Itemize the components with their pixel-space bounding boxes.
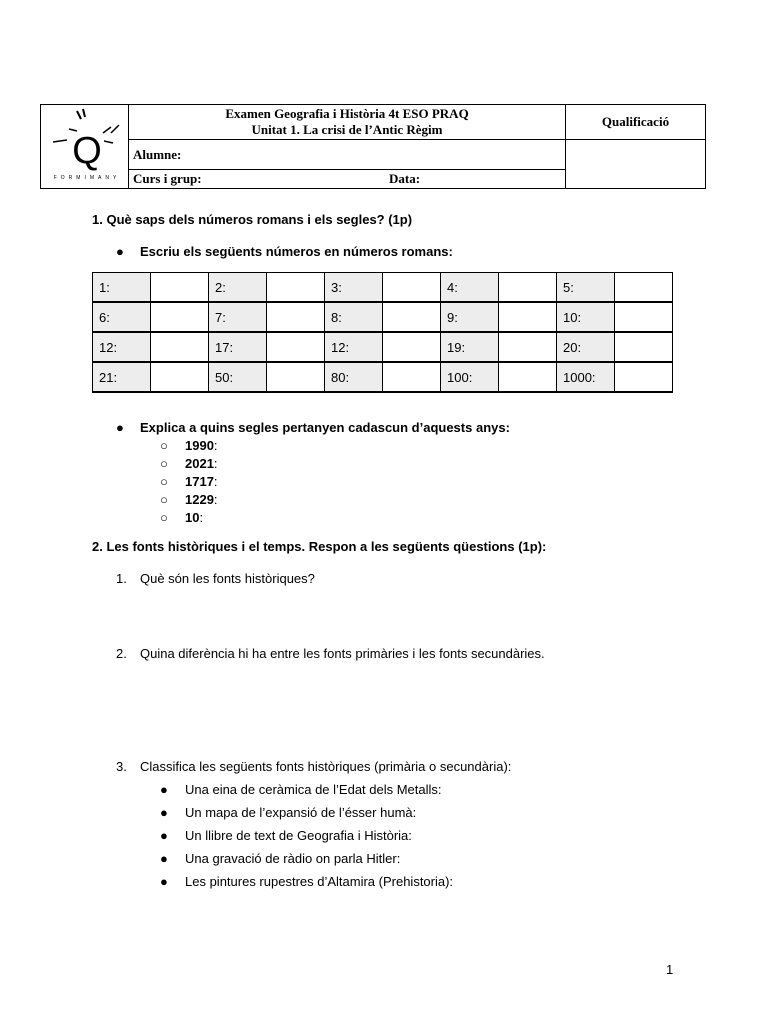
answer-cell[interactable] (267, 332, 325, 362)
answer-cell[interactable] (151, 332, 209, 362)
answer-cell[interactable] (383, 332, 441, 362)
answer-cell[interactable] (499, 362, 557, 392)
number-label: 21: (93, 362, 151, 392)
page-number: 1 (666, 962, 674, 977)
bullet-icon: ● (160, 828, 168, 843)
circle-bullet-icon: ○ (160, 510, 168, 525)
number-label: 7: (209, 302, 267, 332)
bullet-icon: ● (160, 874, 168, 889)
number-label: 50: (209, 362, 267, 392)
number-label: 1000: (557, 362, 615, 392)
number-label: 12: (93, 332, 151, 362)
answer-cell[interactable] (383, 362, 441, 392)
exam-header (40, 104, 706, 189)
sun-logo-icon (41, 105, 128, 183)
bullet-icon: ● (160, 851, 168, 866)
roman-numerals-table (92, 272, 673, 393)
answer-cell[interactable] (615, 362, 673, 392)
table-row (93, 332, 673, 362)
answer-cell[interactable] (151, 362, 209, 392)
table-row (93, 362, 673, 392)
answer-cell[interactable] (151, 273, 209, 303)
circle-bullet-icon: ○ (160, 474, 168, 489)
number-label: 100: (441, 362, 499, 392)
answer-cell[interactable] (615, 332, 673, 362)
answer-cell[interactable] (383, 273, 441, 303)
bullet-icon: ● (160, 782, 168, 797)
question-2-title: 2. Les fonts històriques i el temps. Respon a les següents qüestions (1p): (92, 539, 547, 554)
circle-bullet-icon: ○ (160, 492, 168, 507)
course-date-row (129, 170, 566, 189)
svg-text:Q: Q (72, 130, 102, 172)
date-field[interactable]: Data: (389, 171, 421, 186)
answer-cell[interactable] (267, 362, 325, 392)
number-label: 8: (325, 302, 383, 332)
table-row (93, 302, 673, 332)
number-label: 17: (209, 332, 267, 362)
answer-cell[interactable] (499, 332, 557, 362)
bullet-icon: ● (160, 805, 168, 820)
exam-title-line1: Examen Geografia i Història 4t ESO PRAQ (225, 106, 469, 121)
exam-title (129, 105, 566, 140)
question-2-item-3: 3. Classifica les següents fonts històriques (primària o secundària): (116, 759, 512, 774)
answer-cell[interactable] (267, 302, 325, 332)
number-label: 4: (441, 273, 499, 303)
grade-box[interactable] (566, 140, 706, 189)
question-2-item-1: 1. Què són les fonts històriques? (116, 571, 315, 586)
circle-bullet-icon: ○ (160, 438, 168, 453)
logo (41, 105, 129, 189)
bullet-icon: ● (116, 244, 124, 259)
student-field[interactable]: Alumne: (129, 140, 566, 170)
number-label: 3: (325, 273, 383, 303)
answer-cell[interactable] (151, 302, 209, 332)
number-label: 1: (93, 273, 151, 303)
number-label: 12: (325, 332, 383, 362)
number-label: 9: (441, 302, 499, 332)
number-label: 5: (557, 273, 615, 303)
answer-cell[interactable] (499, 273, 557, 303)
question-1-title: 1. Què saps dels números romans i els segles? (1p) (92, 212, 413, 227)
grade-label: Qualificació (566, 105, 706, 140)
number-label: 19: (441, 332, 499, 362)
answer-cell[interactable] (615, 273, 673, 303)
question-2-item-2: 2. Quina diferència hi ha entre les fonts primàries i les fonts secundàries. (116, 646, 545, 661)
answer-cell[interactable] (615, 302, 673, 332)
circle-bullet-icon: ○ (160, 456, 168, 471)
number-label: 10: (557, 302, 615, 332)
course-field[interactable]: Curs i grup: (133, 171, 202, 186)
number-label: 6: (93, 302, 151, 332)
answer-cell[interactable] (383, 302, 441, 332)
svg-text:FORMIMANY: FORMIMANY (53, 175, 121, 181)
number-label: 80: (325, 362, 383, 392)
table-row (93, 273, 673, 303)
number-label: 20: (557, 332, 615, 362)
exam-title-line2: Unitat 1. La crisi de l’Antic Règim (251, 122, 443, 137)
answer-cell[interactable] (499, 302, 557, 332)
number-label: 2: (209, 273, 267, 303)
bullet-icon: ● (116, 420, 124, 435)
answer-cell[interactable] (267, 273, 325, 303)
